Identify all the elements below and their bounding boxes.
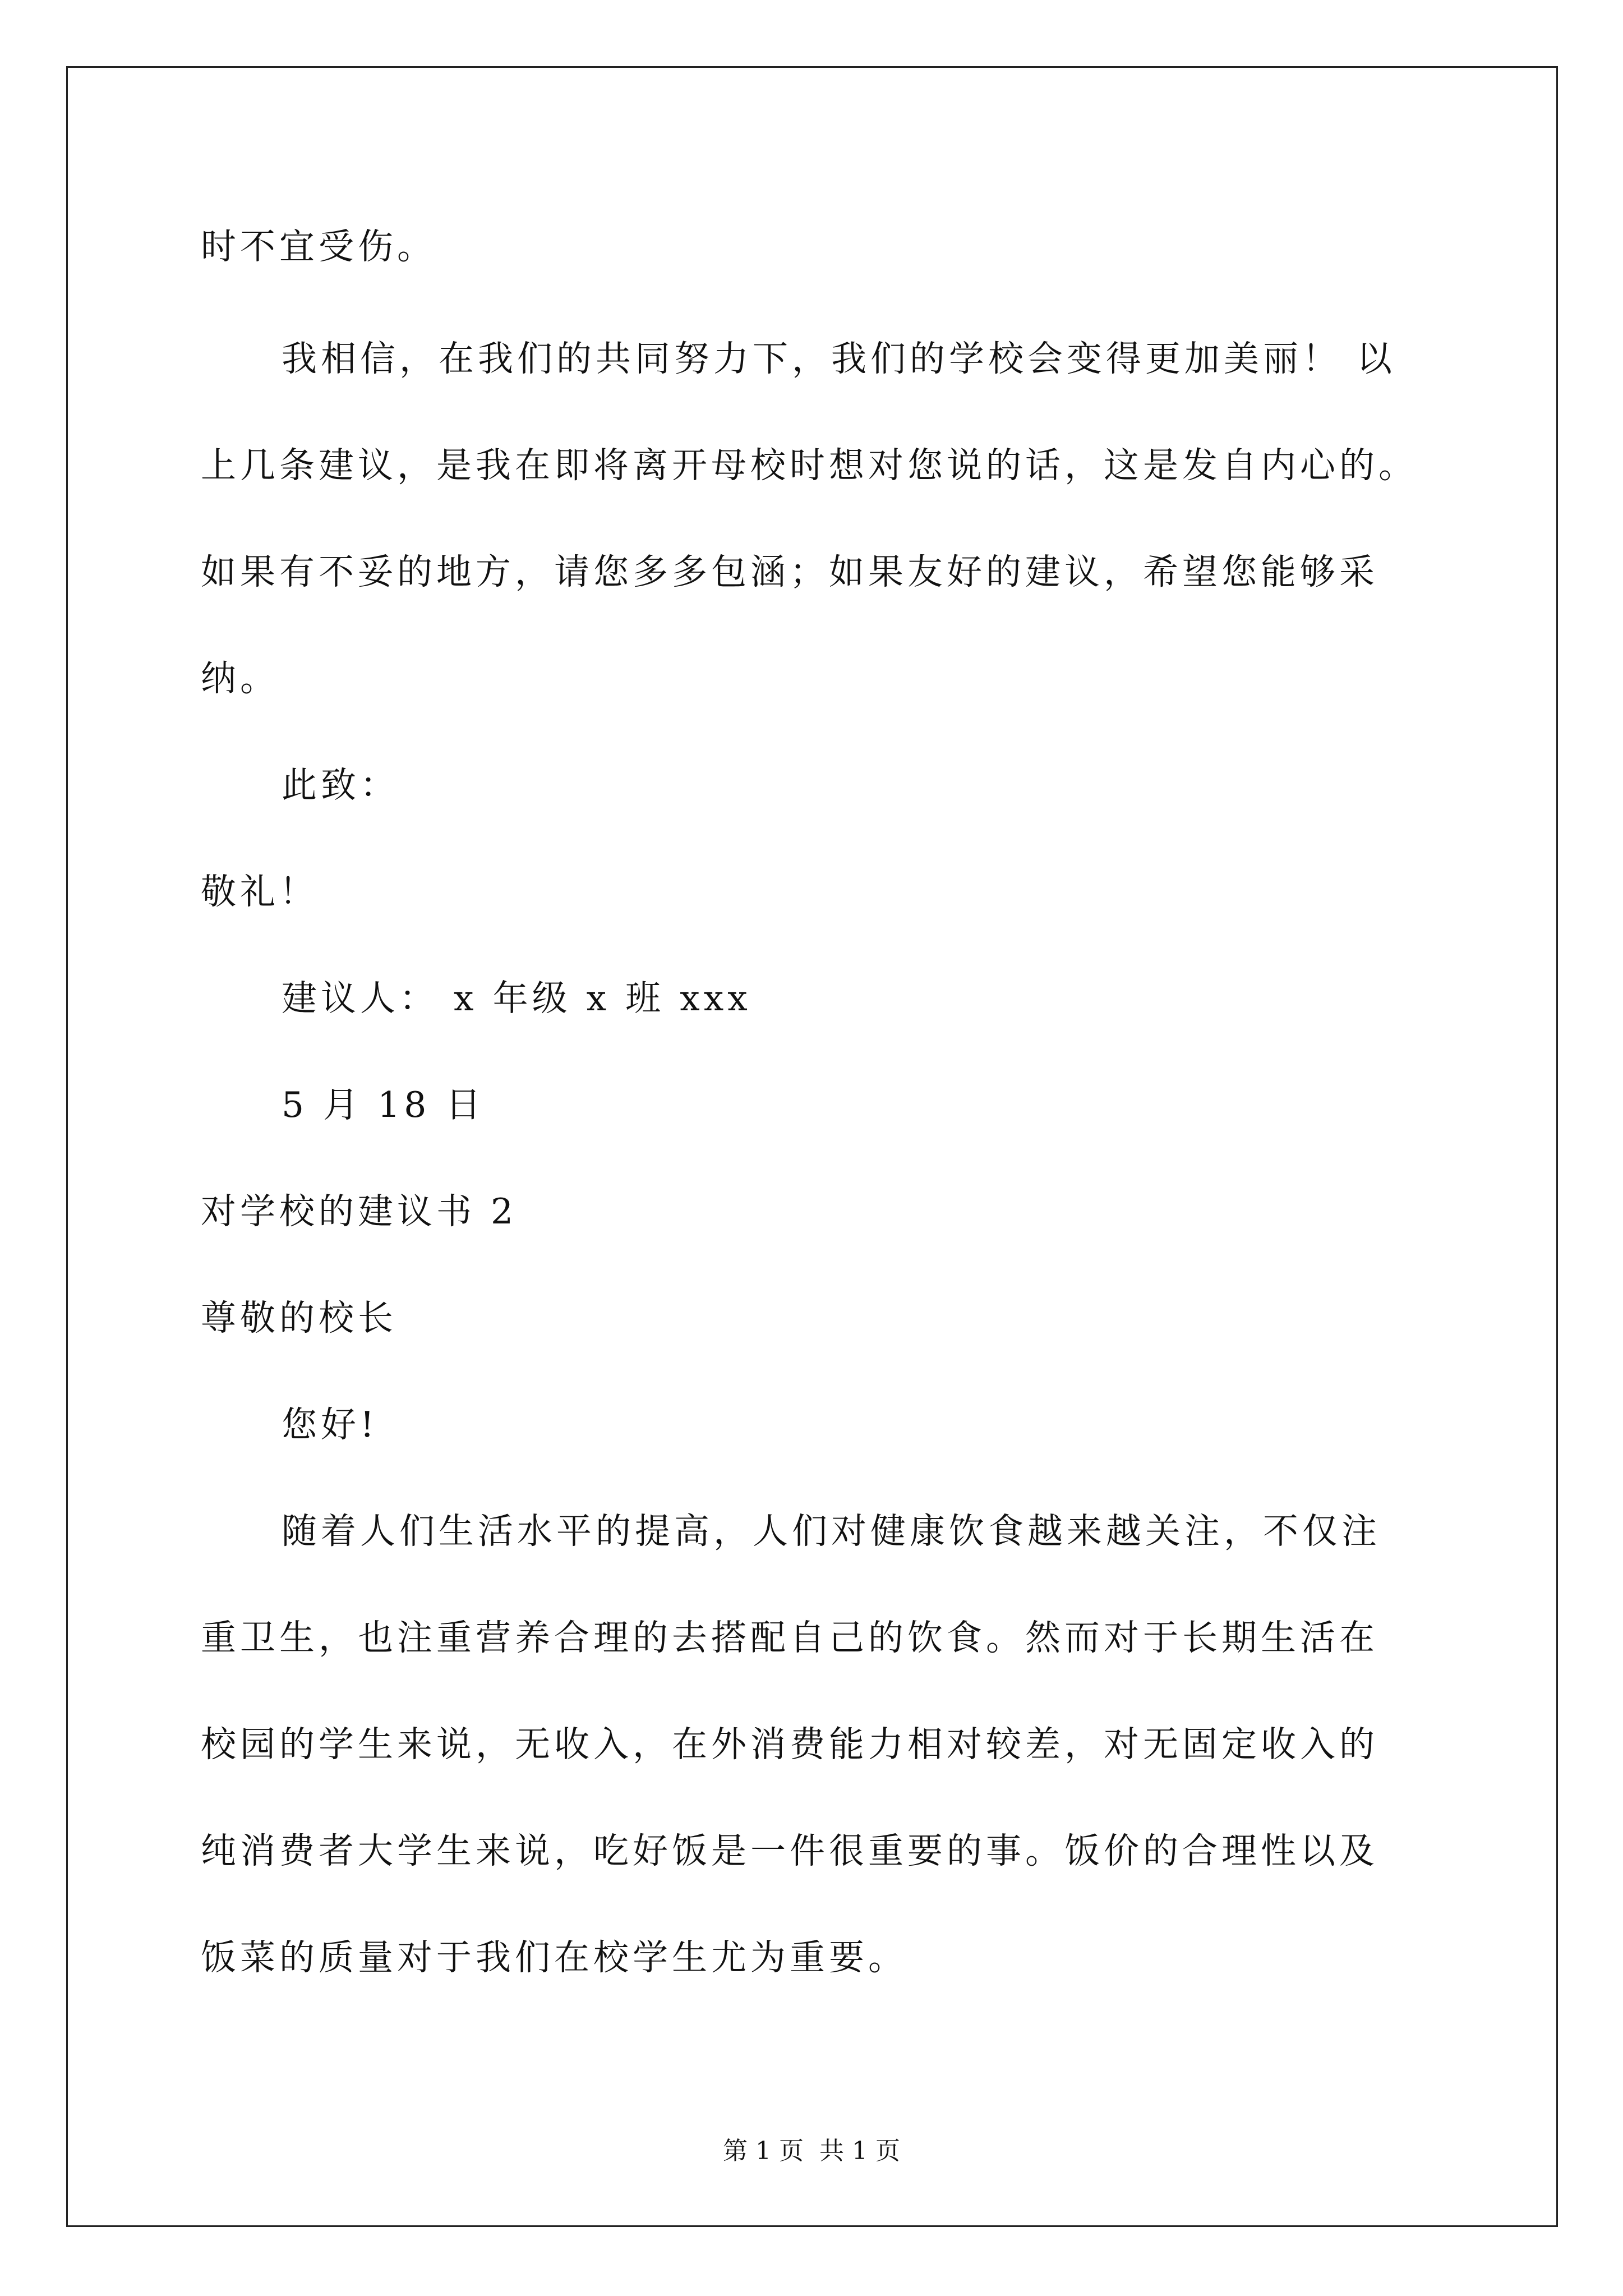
- text-line: 尊敬的校长: [201, 1297, 397, 1338]
- section-title: 对学校的建议书 2: [201, 1191, 518, 1232]
- text-line: 建议人： x 年级 x 班 xxx: [282, 978, 751, 1019]
- page-number-footer: 第 1 页 共 1 页: [723, 2137, 900, 2165]
- text-line: 校园的学生来说，无收入，在外消费能力相对较差，对无固定收入的: [201, 1724, 1378, 1765]
- text-line: 此致：: [282, 765, 399, 806]
- text-line: 上几条建议，是我在即将离开母校时想对您说的话，这是发自内心的。: [201, 445, 1418, 486]
- text-line: 饭菜的质量对于我们在校学生尤为重要。: [201, 1937, 907, 1978]
- text-line: 我相信，在我们的共同努力下，我们的学校会变得更加美丽！ 以: [282, 338, 1396, 379]
- text-line: 纳。: [201, 658, 279, 699]
- text-line: 您好!: [282, 1404, 379, 1445]
- text-line: 随着人们生活水平的提高，人们对健康饮食越来越关注，不仅注: [282, 1511, 1381, 1552]
- page-border: [66, 66, 1558, 2227]
- text-line: 重卫生，也注重营养合理的去搭配自己的饮食。然而对于长期生活在: [201, 1617, 1378, 1658]
- text-line: 5 月 18 日: [282, 1084, 485, 1125]
- text-line: 如果有不妥的地方，请您多多包涵；如果友好的建议，希望您能够采: [201, 551, 1378, 592]
- text-line: 敬礼！: [201, 871, 319, 912]
- text-line: 时不宜受伤。: [201, 226, 436, 267]
- text-line: 纯消费者大学生来说，吃好饭是一件很重要的事。饭价的合理性以及: [201, 1830, 1378, 1871]
